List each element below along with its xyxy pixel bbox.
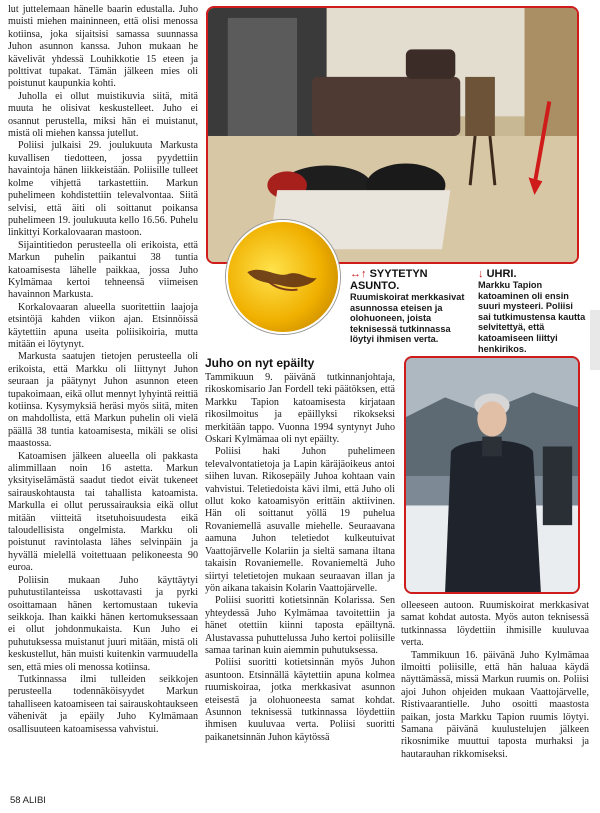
paragraph: Sijaintitiedon perusteella oli erikoista, että Markun puhelin paikantui 38 tuntia katoamisesta lähelle paikkaa, jossa Juho Kylmämaa kertoi tehneensä viimeisen havainnon Markusta. [8, 239, 198, 301]
paragraph: Korkalovaaran alueella suoritettiin laajoja etsintöjä kahden viikon ajan. Etsinnöissä käytettiin apuna useita poliisikoiria, mutta mitään ei löytynyt. [8, 301, 198, 350]
caption-text: Ruumiskoirat merkkasivat asunnossa eteisen ja olohuoneen, joista teknisessä tutkinnassa löytyi ihmisen verta. [350, 292, 465, 345]
left-article-column [8, 4, 198, 794]
right-article-column [401, 600, 589, 800]
victim-caption [478, 268, 586, 354]
apartment-caption [350, 268, 470, 345]
section-heading: Juho on nyt epäilty [205, 356, 315, 370]
paragraph: Poliisi julkaisi 29. joulukuuta Markusta kuvallisen tiedotteen, jossa pyydettiin havaintoja hänen liikkeistään. Poliisille tulleet kolme vihjettä tarkastettiin. Markun puhelimeen kohdistettiin televalvontaa. Siitä selvisi, että äiti oli soittanut poikansa puhelimeen 19. joulukuuta kello 16.56. Puhelu linkittyi Korkalovaaran mastoon. [8, 140, 198, 239]
victim-photo [404, 356, 580, 594]
victim-photo-illustration [406, 358, 578, 592]
paragraph: Poliisi haki Juhon puhelimeen televalvontatietoja ja Lapin käräjäoikeus antoi siihen luvan. Rikosepäily Juhoa kohtaan vain vahvistui. Teletiedoista kävi ilmi, että Juho oli ollut koko katoamisyön erittäin aktiivinen. Hän oli soittanut yöllä 19 puhelua Rovaniemellä asuvalle miehelle. Seuraavana aamuna Juhon teletiedot kulkeutuivat Vaattojärvelle Kolariin ja sieltä samana iltana takaisin Rovaniemelle. Rovaniemeltä Juho siirtyi teletietojen mukaan seuraavan illan ja yön aikana takaisin Kolarin Vaattojärvelle. [205, 446, 395, 594]
blood-trace-illustration [228, 222, 338, 332]
paragraph: Katoamisen jälkeen alueella oli pakkasta alimmillaan noin 16 astetta. Markun yksityiselämästä saadut tiedot eivät tukeneet sairauskohtausta tai tahallista katoamista. Markulla ei ollut perussairauksia eikä ollut mitään viitteitä itsetuhoisuudesta eikä taloudellisista ongelmista. Markku oli poistunut ravintolasta lähes selvinpäin ja hyvällä mielellä voitettuaan pelikoneesta 90 euroa. [8, 450, 198, 574]
paragraph: Poliisi suoritti kotietsinnän myös Juhon asuntoon. Etsinnällä käytettiin apuna kolmea ruumiskoiraa, jotka merkkasivat asunnon eteisestä ja olohuoneesta samat kohdat. Asunnon teknisessä tutkinnassa löydettiin ihmisen kuuluvaa verta. Poliisi suoritti paikanetsinnän Juhon käytössä [205, 657, 395, 743]
paragraph: Poliisin mukaan Juho käyttäytyi puhutustilanteissa uskottavasti ja pyrki osoittamaan hänen kertomustaan tukevia seikkoja. Ihan kaikki hänen kertomuksessaan ei ollut johdonmukaista. Kun Juho ei puhutuksessa muistanut juuri mitään, mistä oli keskustellut, hän muisti kuitenkin varmuudella sen, että mies oli menossa kotiinsa. [8, 574, 198, 673]
arrow-icon: ↔↑ [350, 268, 367, 280]
middle-article-column [205, 372, 395, 792]
caption-text: Markku Tapion katoaminen oli ensin suuri mysteeri. Poliisi sai tutkimustensa kautta selvitettyä, että katoamiseen liittyi henkirikos. [478, 280, 586, 354]
page-edge-strip [590, 310, 600, 370]
caption-title: UHRI. [486, 268, 517, 280]
paragraph: Markusta saatujen tietojen perusteella oli erikoista, että Markku oli liittynyt Juhon seuraan ja päätynyt Juhon asunnon eteen tupakoimaan, eikä ollut mennyt lyhyintä reittiä kotiinsa. Kysymyksiä heräsi myös siitä, miten on mahdollista, että Markun puhelin oli vielä päällä 38 tuntia katoamisesta, mikäli se olisi maastossa. [8, 351, 198, 450]
paragraph: Juholla ei ollut muistikuvia siitä, mitä muuta he olisivat keskustelleet. Juho ei osannut perustella, miksi hän ei muistanut, mistä oli miehen kanssa jutellut. [8, 90, 198, 140]
paragraph: Tammikuun 16. päivänä Juho Kylmämaa ilmoitti poliisille, että hän haluaa käydä näyttämässä, missä Markun ruumis on. Poliisi ajoi Juhon ohjeiden mukaan Vaattojärvelle, Ristivaarantielle. Juho osoitti maastosta paikan, josta Markku Tapion ruumis löytyi. Samana päivänä kuulustelujen jälkeen rikosnimike muuttui taposta murhaksi ja hautarauhan rikkomiseksi. [401, 649, 589, 760]
blood-trace-inset [226, 220, 340, 334]
paragraph: olleeseen autoon. Ruumiskoirat merkkasivat samat kohdat autosta. Myös auton teknisessä tutkinnassa löydettiin ihmisille kuuluvaa verta. [401, 600, 589, 649]
paragraph: lut juttelemaan hänelle baarin edustalla. Juho muisti miehen maininneen, että olisi menossa kotiinsa, joka sijaitsisi samassa suunnassa Juhon asunnon kanssa. Juhon mukaan he kävelivät yhdessä Louhikkotie 15 eteen ja polttivat tupakat. Tämän jälkeen mies oli poistunut kaupunkia kohti. [8, 4, 198, 90]
paragraph: Poliisi suoritti kotietsinnän Kolarissa. Sen yhteydessä Juho Kylmämaa tavoitettiin ja hänet otettiin kiinni taposta epäiltynä. Alustavassa puhuttelussa Juho kertoi poliisille samaa tarinan kuin aiemmin puhutuksessa. [205, 595, 395, 656]
paragraph: Tammikuun 9. päivänä tutkinnanjohtaja, rikoskomisario Jan Fordell teki päätöksen, että Markku Tapion katoamisesta kirjataan rikosilmoitus ja epäillyksi rikokseksi merkitään tappo. Vuonna 1994 syntynyt Juho Oskari Kylmämaa oli nyt epäilty. [205, 372, 395, 446]
arrow-down-icon: ↓ [478, 268, 484, 280]
caption-title: SYYTETYN ASUNTO. [350, 268, 428, 292]
page-folio: 58 ALIBI [10, 795, 46, 806]
paragraph: Tutkinnassa ilmi tulleiden seikkojen perusteella todennäköisyydet Markun tahalliseen katoamiseen tai sairauskohtaukseen vähenivät ja epäily Juho Kylmämaan osallisuuteen katoamisessa vahvistui. [8, 673, 198, 735]
